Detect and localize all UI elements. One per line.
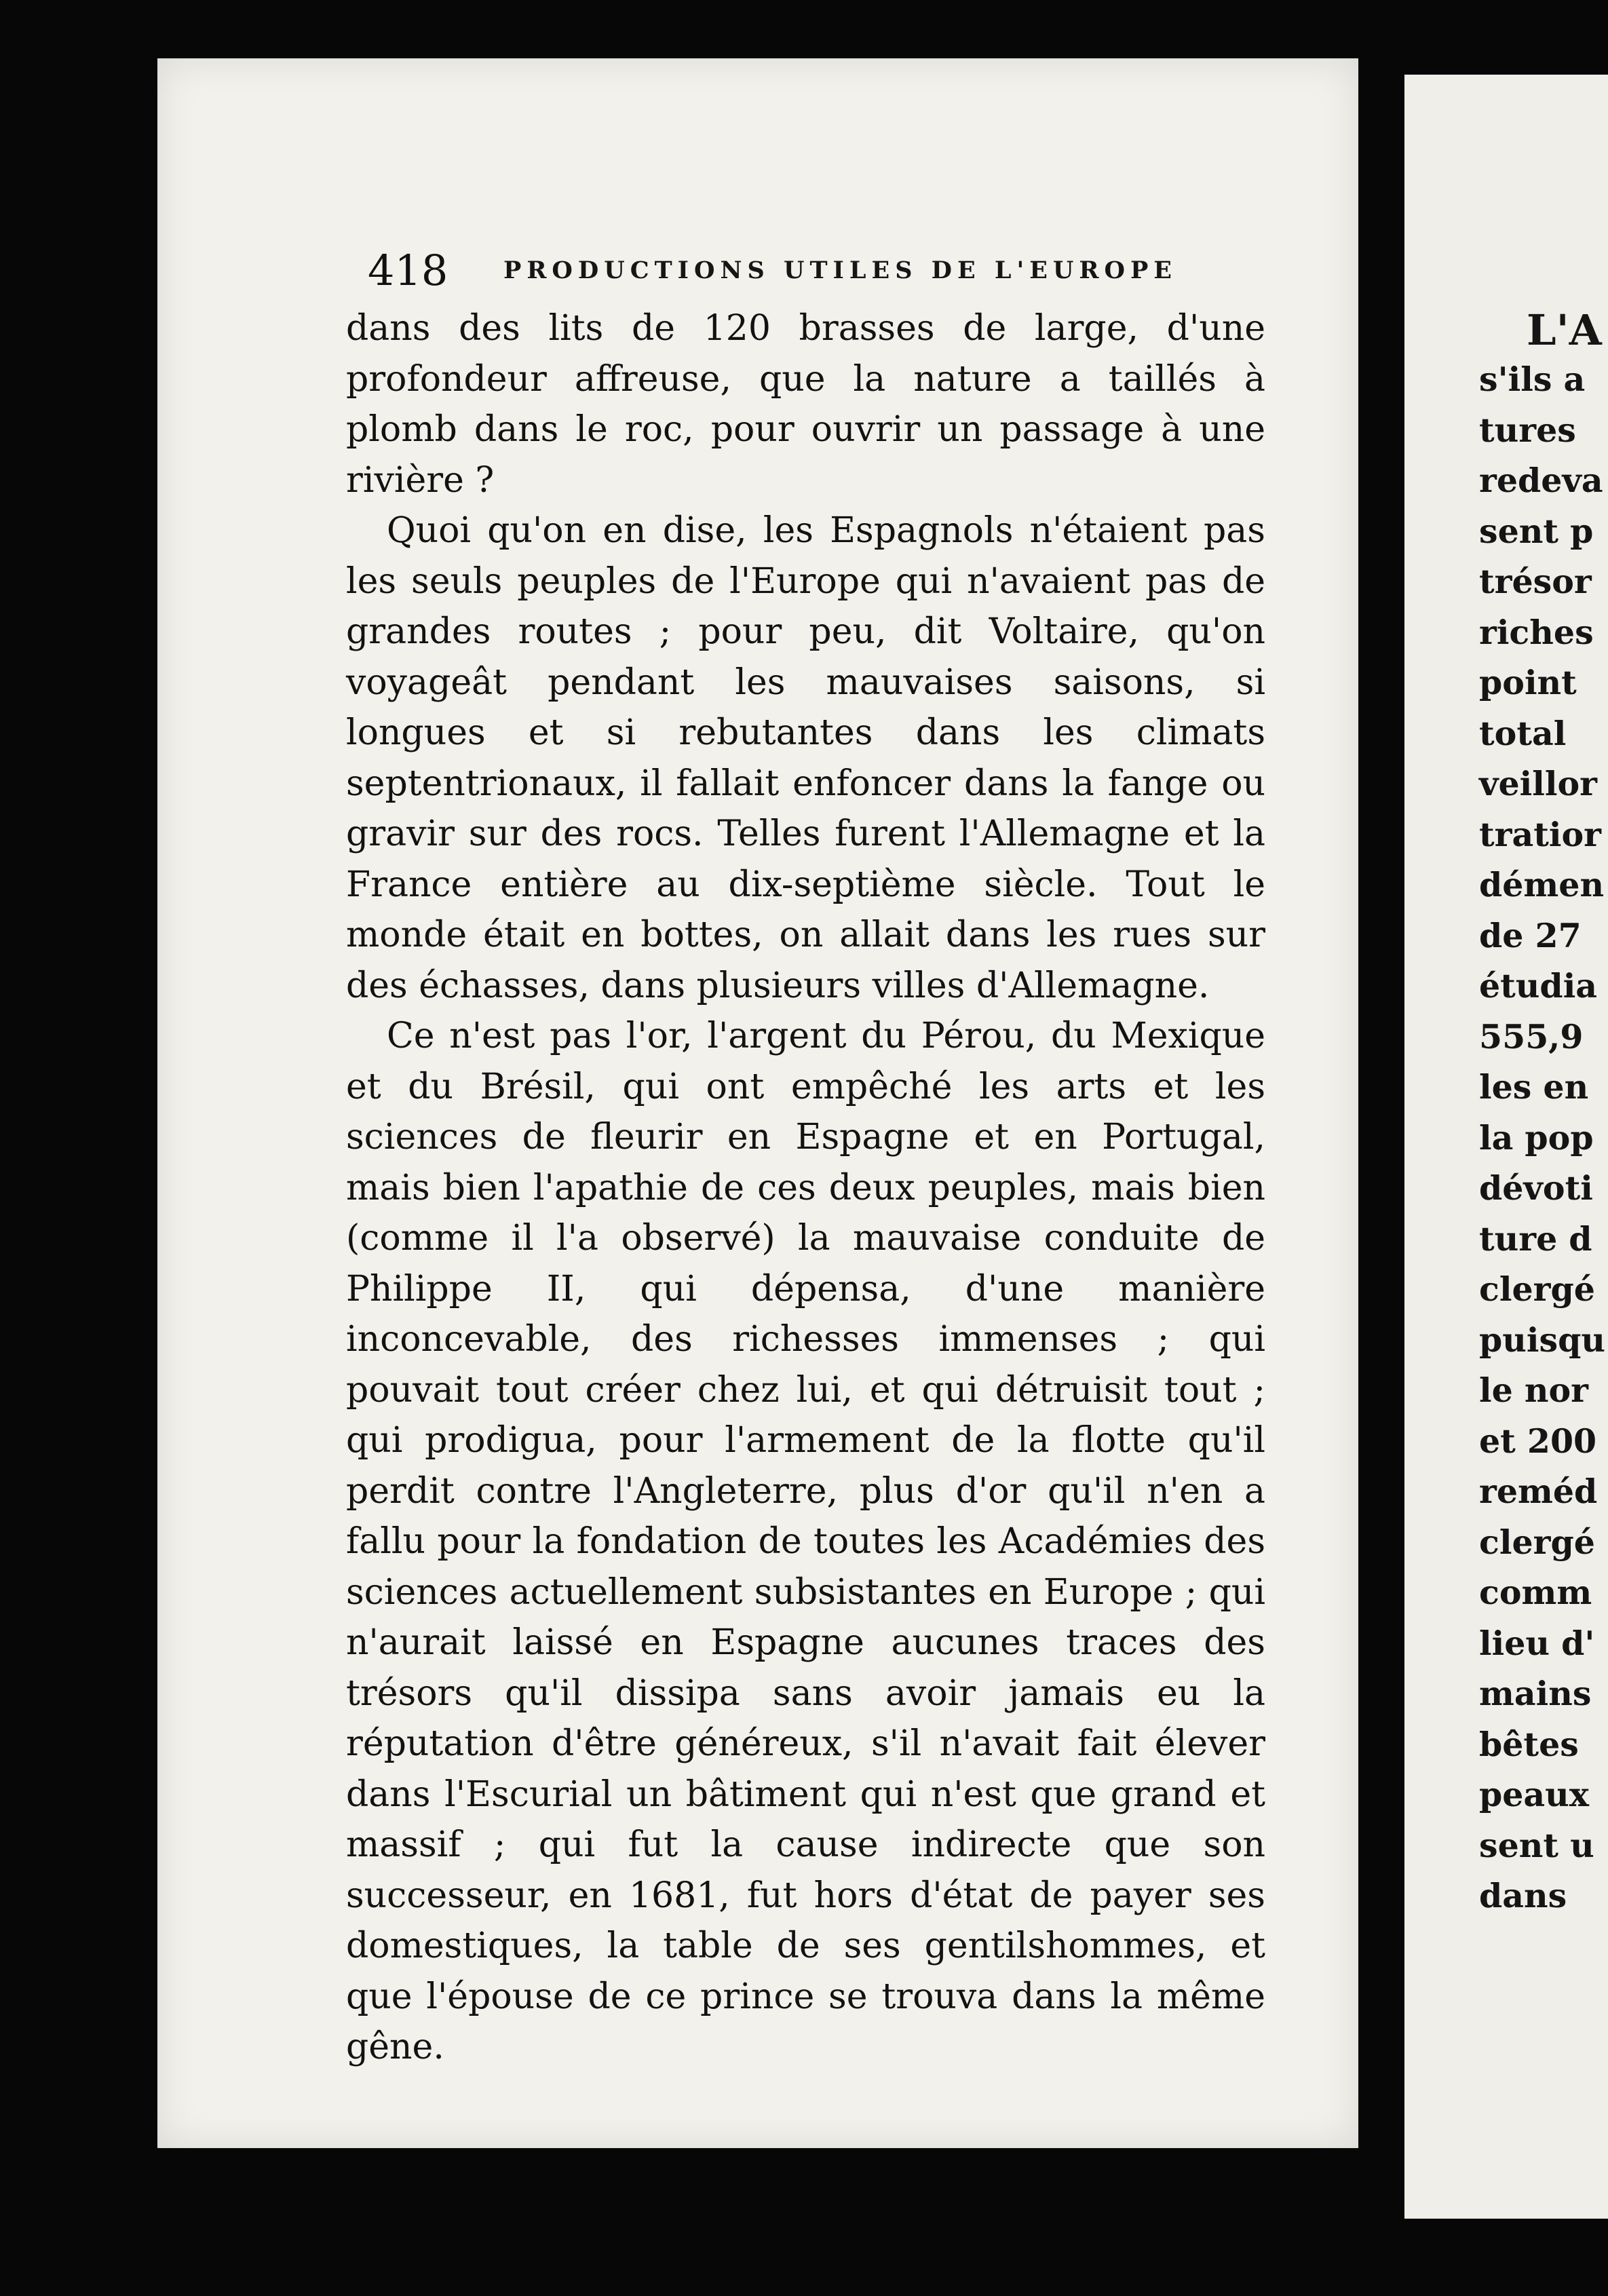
facing-page-line: sent p xyxy=(1479,511,1594,551)
facing-page-line: la pop xyxy=(1479,1117,1594,1157)
facing-page-line: riches xyxy=(1479,612,1594,652)
facing-page-line: et 200 xyxy=(1479,1421,1597,1461)
facing-page-line: les en xyxy=(1479,1067,1589,1107)
page-header xyxy=(368,246,1267,293)
running-title: PRODUCTIONS UTILES DE L'EUROPE xyxy=(503,256,1177,284)
paragraph-3: Ce n'est pas l'or, l'argent du Pérou, du Mexique et du Brésil, qui ont empêché les arts et les sciences de fleurir en Espagne et en Portugal, mais bien l'apathie de ces deux peuples, mais bien (comme il l'a observé) la mauvaise conduite de Philippe II, qui dépensa, d'une manière inconcevable, des richesses immenses ; qui pouvait tout créer chez lui, et qui détruisit tout ; qui prodigua, pour l'armement de la flotte qu'il perdit contre l'Angleterre, plus d'or qu'il n'en a fallu pour la fondation de toutes les Académies des sciences actuellement subsistantes en Europe ; qui n'aurait laissé en Espagne aucunes traces des trésors qu'il dissipa sans avoir jamais eu la réputation d'être généreux, s'il n'avait fait élever dans l'Escurial un bâtiment qui n'est que grand et massif ; qui fut la cause indirecte que son successeur, en 1681, fut hors d'état de payer ses domestiques, la table de ses gentilshommes, et que l'épouse de ce prince se trouva dans la même gêne. xyxy=(346,1016,1265,2067)
facing-page-line: le nor xyxy=(1479,1371,1588,1410)
facing-page-line: clergé xyxy=(1479,1269,1595,1309)
facing-page-line: mains xyxy=(1479,1674,1592,1713)
facing-page-line: L'A xyxy=(1527,305,1602,355)
facing-page-line: 555,9 xyxy=(1479,1016,1584,1056)
facing-page-line: étudia xyxy=(1479,966,1598,1006)
facing-page-line: bêtes xyxy=(1479,1724,1579,1764)
facing-page-fragment xyxy=(1404,75,1608,2219)
facing-page-line: sent u xyxy=(1479,1825,1594,1865)
facing-page-line: redeva xyxy=(1479,461,1603,500)
page-number: 418 xyxy=(368,246,448,295)
facing-page-line: dévoti xyxy=(1479,1168,1593,1208)
facing-page-line: s'ils a xyxy=(1479,360,1586,399)
facing-page-line: puisqu xyxy=(1479,1320,1605,1360)
paragraph-1: dans des lits de 120 brasses de large, d'une profondeur affreuse, que la nature a taillés à plomb dans le roc, pour ouvrir un passage à une rivière ? xyxy=(346,308,1265,501)
facing-page-line: reméd xyxy=(1479,1472,1598,1511)
facing-page-line: total xyxy=(1479,713,1567,753)
facing-page-line: comm xyxy=(1479,1573,1592,1612)
facing-page-line: veillor xyxy=(1479,764,1597,803)
facing-page-line: lieu d' xyxy=(1479,1623,1595,1663)
facing-page-line: point xyxy=(1479,663,1577,702)
facing-page-line: clergé xyxy=(1479,1522,1595,1562)
body-text xyxy=(346,303,1265,2073)
paragraph-2: Quoi qu'on en dise, les Espagnols n'étaient pas les seuls peuples de l'Europe qui n'avaient pas de grandes routes ; pour peu, dit Voltaire, qu'on voyageât pendant les mauvaises saisons, si longues et si rebutantes dans les climats septentrionaux, il fallait enfoncer dans la fange ou gravir sur des rocs. Telles furent l'Allemagne et la France entière au dix-septième siècle. Tout le monde était en bottes, on allait dans les rues sur des échasses, dans plusieurs villes d'Allemagne. xyxy=(346,510,1265,1006)
facing-page-line: peaux xyxy=(1479,1775,1590,1814)
facing-page-line: dans xyxy=(1479,1876,1567,1915)
facing-page-line: tratior xyxy=(1479,814,1601,854)
facing-page-line: tures xyxy=(1479,410,1576,450)
facing-page-line: démen xyxy=(1479,865,1605,904)
facing-page-line: de 27 xyxy=(1479,915,1582,955)
facing-page-line: ture d xyxy=(1479,1219,1592,1259)
facing-page-line: trésor xyxy=(1479,562,1592,601)
